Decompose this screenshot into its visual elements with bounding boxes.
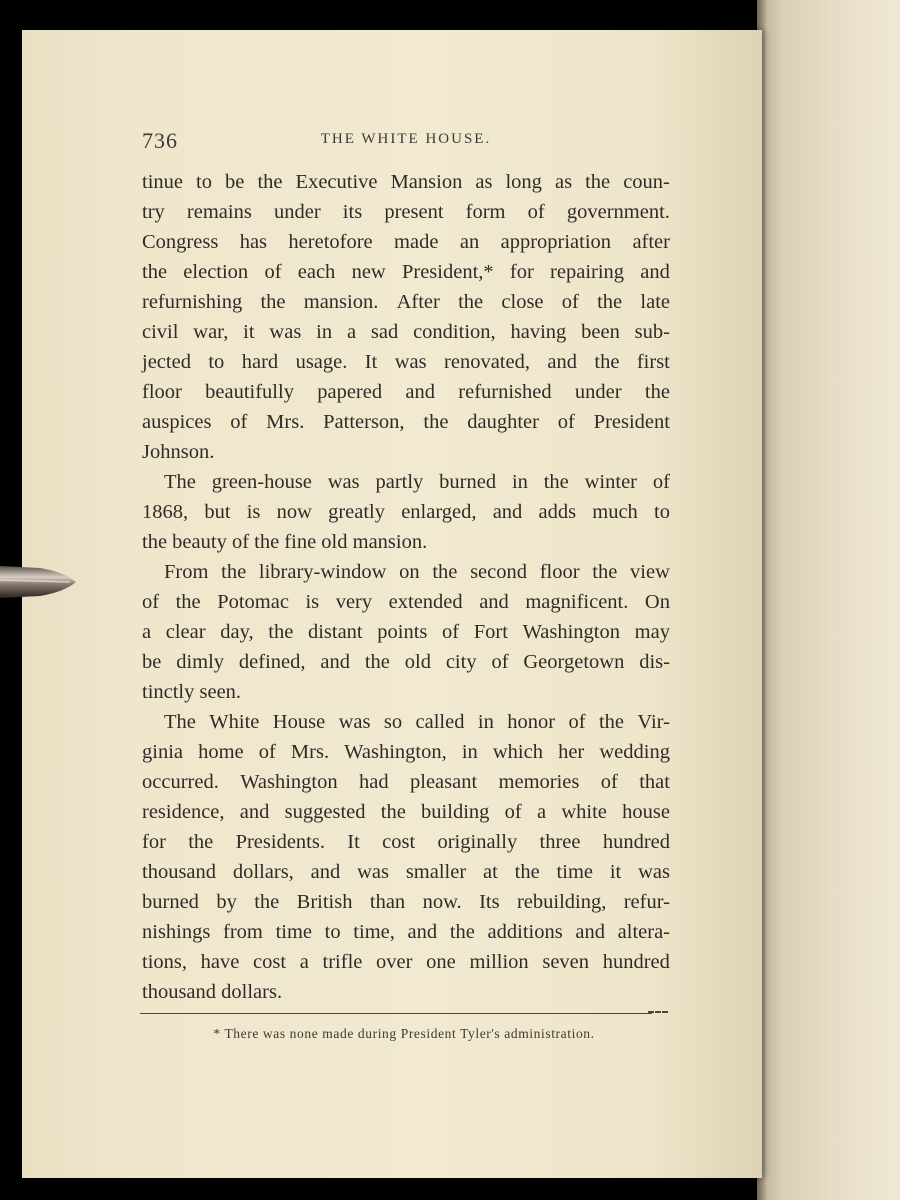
footnote: * There was none made during President Tyler's administration. [213, 1026, 595, 1041]
text-line: The green-house was partly burned in the winter of [164, 471, 670, 493]
text-line: civil war, it was in a sad condition, having been sub- [142, 321, 670, 343]
text-line: the election of each new President,* for repairing and [142, 261, 670, 283]
text-line: ginia home of Mrs. Washington, in which her wedding [142, 741, 670, 763]
text-line: be dimly defined, and the old city of Georgetown dis- [142, 651, 670, 673]
text-line: try remains under its present form of government. [142, 201, 670, 223]
text-line: residence, and suggested the building of a white house [142, 801, 670, 823]
page-header [142, 128, 670, 158]
body-text [142, 167, 670, 1007]
text-line: thousand dollars, and was smaller at the time it was [142, 861, 670, 883]
text-line: jected to hard usage. It was renovated, and the first [142, 351, 670, 373]
text-line: for the Presidents. It cost originally three hundred [142, 831, 670, 853]
footnote-rule-dash [648, 1011, 668, 1015]
text-line: From the library-window on the second floor the view [164, 561, 670, 583]
facing-page-edge [757, 0, 900, 1200]
text-line: tinctly seen. [142, 681, 242, 703]
text-line: of the Potomac is very extended and magnificent. On [142, 591, 670, 613]
text-line: the beauty of the fine old mansion. [142, 531, 428, 553]
text-line: tinue to be the Executive Mansion as long as the coun- [142, 171, 670, 193]
text-line: auspices of Mrs. Patterson, the daughter of President [142, 411, 670, 433]
pen-nib-icon [0, 558, 78, 606]
text-line: 1868, but is now greatly enlarged, and adds much to [142, 501, 670, 523]
text-line: floor beautifully papered and refurnished under the [142, 381, 670, 403]
text-line: a clear day, the distant points of Fort Washington may [142, 621, 670, 643]
text-line: The White House was so called in honor of the Vir- [164, 711, 670, 733]
text-line: Congress has heretofore made an appropriation after [142, 231, 670, 253]
text-line: occurred. Washington had pleasant memories of that [142, 771, 670, 793]
running-head: THE WHITE HOUSE. [320, 131, 492, 147]
text-line: nishings from time to time, and the additions and altera- [142, 921, 670, 943]
text-line: tions, have cost a trifle over one million seven hundred [142, 951, 670, 973]
text-line: Johnson. [142, 441, 215, 463]
text-line: thousand dollars. [142, 981, 283, 1003]
text-line: burned by the British than now. Its rebuilding, refur- [142, 891, 670, 913]
text-line: refurnishing the mansion. After the close of the late [142, 291, 670, 313]
page-number: 736 [142, 128, 178, 153]
footnote-rule [140, 1013, 652, 1014]
